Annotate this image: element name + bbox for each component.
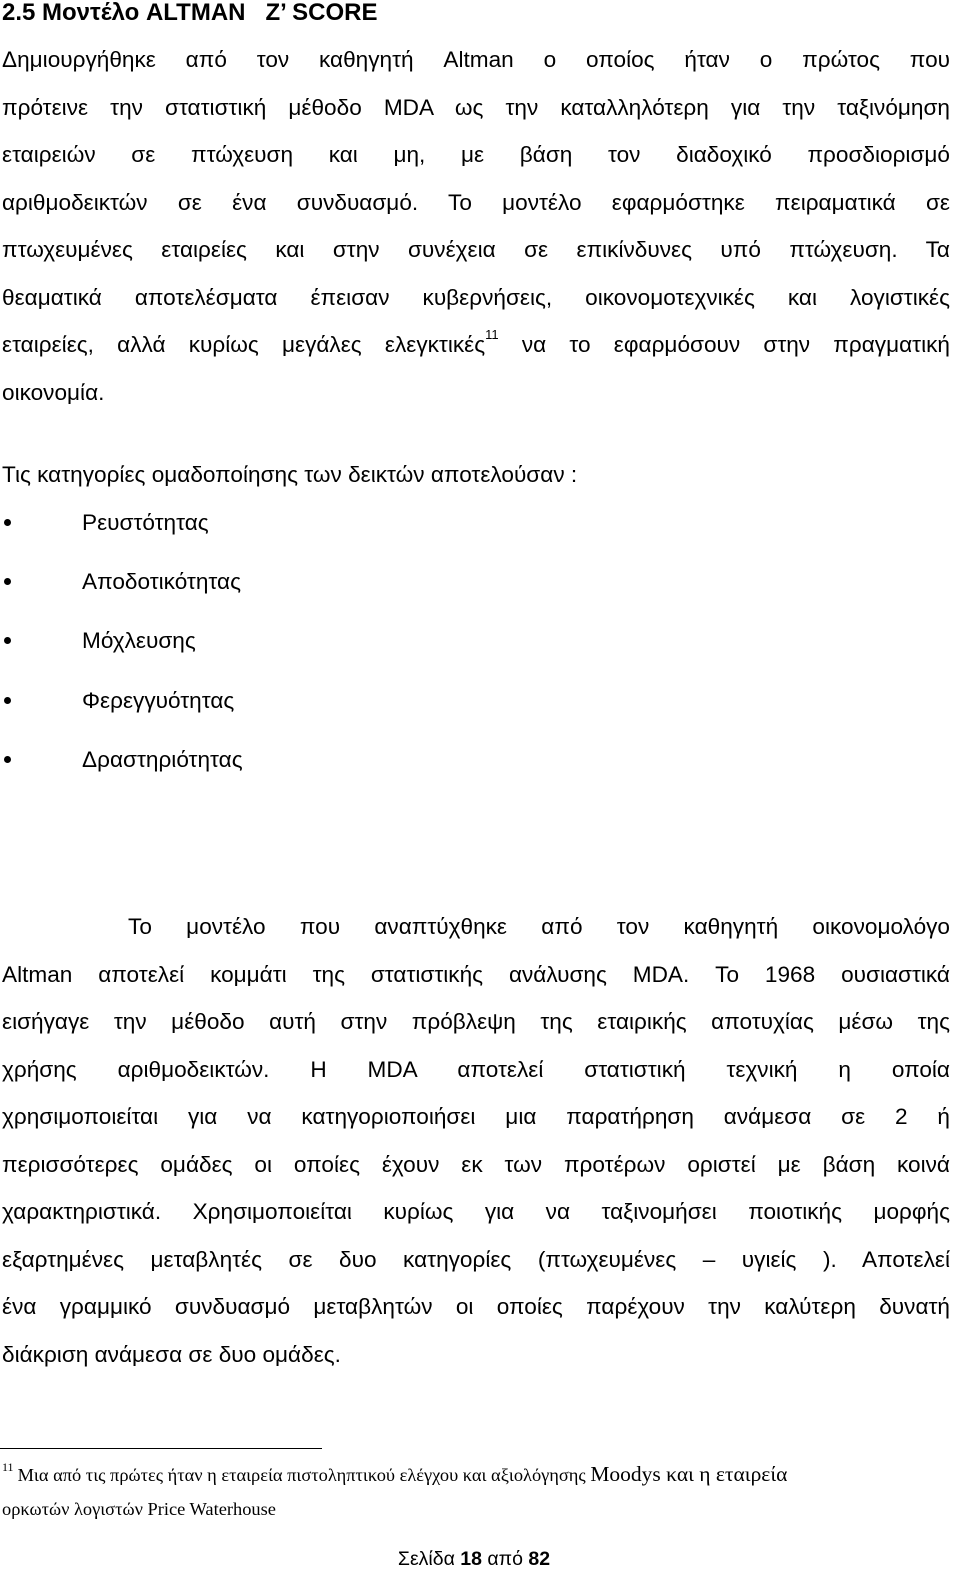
list-item-label: Αποδοτικότητας <box>82 569 241 595</box>
list-item <box>0 677 243 736</box>
categories-list <box>0 499 243 795</box>
paragraph-line: αριθμοδεικτών σε ένα συνδυασμό. Το μοντέλο εφαρμόστηκε πειραματικά σε <box>2 189 950 215</box>
line-text: Το μοντέλο που αναπτύχθηκε από τον καθηγητή οικονομολόγο <box>128 914 950 939</box>
footnote-divider <box>0 1448 322 1449</box>
bullet-icon <box>4 519 11 526</box>
paragraph-line: θεαματικά αποτελέσματα έπεισαν κυβερνήσεις, οικονομοτεχνικές και λογιστικές <box>2 284 950 310</box>
paragraph-line: Altman αποτελεί κομμάτι της στατιστικής ανάλυσης MDA. Το 1968 ουσιαστικά <box>2 961 950 987</box>
list-item <box>0 736 243 795</box>
paragraph-line: οικονομία. <box>2 379 105 405</box>
paragraph-line: εισήγαγε την μέθοδο αυτή στην πρόβλεψη της εταιρικής αποτυχίας μέσω της <box>2 1009 950 1034</box>
page-footer-prefix: Σελίδα <box>397 1548 461 1570</box>
bullet-icon <box>4 756 11 763</box>
intro-paragraph <box>2 36 950 416</box>
footnote-line: ορκωτών λογιστών Price Waterhouse <box>2 1499 276 1519</box>
paragraph-line: πτωχευμένες εταιρείες και στην συνέχεια σε επικίνδυνες υπό πτώχευση. Τα <box>2 237 950 262</box>
list-item <box>0 617 243 676</box>
list-item-label: Δραστηριότητας <box>82 746 243 772</box>
total-pages-number: 82 <box>528 1548 551 1570</box>
footnote-line <box>2 1458 947 1493</box>
paragraph-line: χρησιμοποιείται για να κατηγοριοποιήσει μια παρατήρηση ανάμεσα σε 2 ή <box>2 1104 950 1129</box>
bullet-icon <box>4 578 11 585</box>
paragraph-line: διάκριση ανάμεσα σε δυο ομάδες. <box>2 1341 341 1367</box>
section-heading: 2.5 Μοντέλο ALTMAN Z’ SCORE <box>2 0 378 26</box>
paragraph-line: περισσότερες ομάδες οι οποίες έχουν εκ των προτέρων οριστεί με βάση κοινά <box>2 1151 950 1177</box>
paragraph-line: εξαρτημένες μεταβλητές σε δυο κατηγορίες (πτωχευμένες – υγιείς ). Αποτελεί <box>2 1246 950 1272</box>
paragraph-line: ένα γραμμικό συνδυασμό μεταβλητών οι οποίες παρέχουν την καλύτερη δυνατή <box>2 1294 950 1319</box>
paragraph-line: χρήσης αριθμοδεικτών. Η MDA αποτελεί στατιστική τεχνική η οποία <box>2 1056 950 1082</box>
paragraph-line: Τις κατηγορίες ομαδοποίησης των δεικτών αποτελούσαν : <box>2 462 578 487</box>
paragraph-line: Δημιουργήθηκε από τον καθηγητή Altman ο οποίος ήταν ο πρώτος που <box>2 47 950 72</box>
footnote <box>2 1458 947 1525</box>
paragraph-line: πρότεινε την στατιστική μέθοδο MDA ως την καταλληλότερη για την ταξινόμηση <box>2 94 950 120</box>
current-page-number: 18 <box>460 1548 482 1570</box>
paragraph-line: εταιρειών σε πτώχευση και μη, με βάση τον διαδοχικό προσδιορισμό <box>2 142 950 167</box>
footnote-text-emphasis: Moodys και η εταιρεία <box>590 1462 788 1486</box>
paragraph-line <box>2 321 950 369</box>
line-text-after-ref: να το εφαρμόσουν στην πραγματική <box>498 332 950 357</box>
list-item <box>0 558 243 617</box>
bullet-icon <box>4 697 11 704</box>
footnote-reference[interactable]: 11 <box>485 327 499 343</box>
categories-intro <box>2 451 950 499</box>
bullet-icon <box>4 637 11 644</box>
paragraph-line <box>2 903 950 951</box>
mda-paragraph <box>2 903 950 1378</box>
line-text-before-ref: εταιρείες, αλλά κυρίως μεγάλες ελεγκτικές <box>2 332 486 357</box>
list-item-label: Ρευστότητας <box>82 510 209 535</box>
list-item <box>0 499 243 558</box>
page-number-footer <box>0 1545 948 1573</box>
page-footer-middle: από <box>481 1548 529 1570</box>
paragraph-line: χαρακτηριστικά. Χρησιμοποιείται κυρίως για να ταξινομήσει ποιοτικής μορφής <box>2 1199 950 1224</box>
footnote-text: Μια από τις πρώτες ήταν η εταιρεία πιστοληπτικού ελέγχου και αξιολόγησης <box>17 1465 591 1485</box>
footnote-number: 11 <box>2 1460 14 1474</box>
list-item-label: Μόχλευσης <box>82 628 196 654</box>
list-item-label: Φερεγγυότητας <box>82 687 235 713</box>
